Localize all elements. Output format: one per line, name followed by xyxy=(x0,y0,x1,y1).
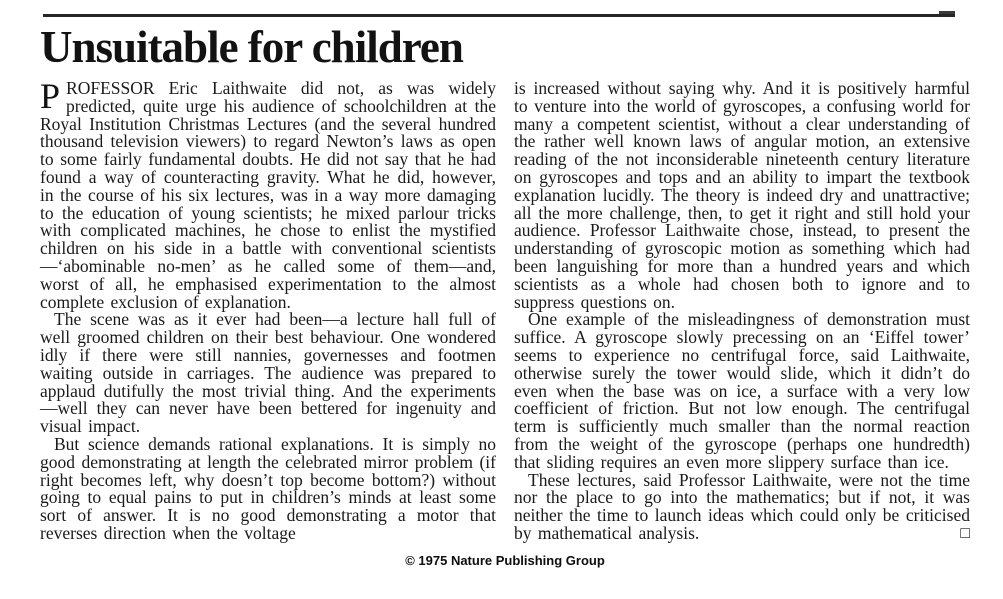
dropcap: P xyxy=(40,76,61,116)
end-of-article-mark: □ xyxy=(960,524,970,542)
paragraph: The scene was as it ever had been—a lecture hall full of well groomed children on their best behaviour. One wondered idly if there were still nannies, governesses and footmen waiting outside in carriages. The audience was prepared to applaud dutifully the most trivial thing. And the experiments—well they can never have been bettered for ingenuity and visual impact. xyxy=(40,309,496,437)
article-body xyxy=(40,76,970,543)
rule-tick xyxy=(939,11,955,14)
paragraph xyxy=(514,469,970,543)
top-rule xyxy=(43,14,955,17)
paragraph: is increased without saying why. And it is positively harmful to venture into the world of gyroscopes, a confusing world for many a competent scientist, without a clear understanding of the rather well known laws of angular motion, an extensive reading of the not inconsiderable nineteenth century literature on gyroscopes and tops and an ability to impart the textbook explanation lucidly. The theory is indeed dry and unattractive; all the more challenge, then, to get it right and still hold your audience. Professor Laithwaite chose, instead, to present the understanding of gyroscopic motion as something which had been languishing for more than a hundred years and which scientists as a whole had chosen both to ignore and to suppress questions on. xyxy=(514,78,970,312)
copyright-footer: © 1975 Nature Publishing Group xyxy=(405,552,605,568)
column-left xyxy=(40,76,496,543)
column-right xyxy=(514,80,970,543)
paragraph-text: ROFESSOR Eric Laithwaite did not, as was widely predicted, quite urge his audience of schoolchildren at the Royal Institution Christmas Lectures (and the several hundred thousand television viewers) to regard Newton’s laws as open to some fairly fundamental doubts. He did not say that he had found a way of counteracting gravity. What he did, however, in the course of his six lectures, was in a way more damaging to the education of young scientists; he mixed parlour tricks with complicated machines, he chose to enlist the mystified children on his side in a battle with conventional scientists—‘abominable no-men’ as he called some of them—and, worst of all, he emphasised experimentation to the almost complete exclusion of explanation. xyxy=(40,78,496,312)
paragraph: But science demands rational explanations. It is simply no good demonstrating at length the celebrated mirror problem (if right becomes left, why doesn’t top become bottom?) without going to equal pains to put in children’s minds at least some sort of answer. It is no good demonstrating a motor that reverses direction when the voltage xyxy=(40,433,496,543)
paragraph-text: These lectures, said Professor Laithwaite, were not the time nor the place to go into the mathematics; but if not, it was neither the time to launch ideas which could only be criticised by mathematical analysis. xyxy=(514,469,970,543)
article-title: Unsuitable for children xyxy=(40,22,463,72)
paragraph xyxy=(40,76,496,312)
paragraph: One example of the misleadingness of demonstration must suffice. A gyroscope slowly precessing on an ‘Eiffel tower’ seems to experience no centrifugal force, said Laithwaite, otherwise surely the tower would slide, which it didn’t do even when the base was on ice, a surface with a very low coefficient of friction. But not low enough. The centrifugal term is sufficiently much smaller than the normal reaction from the weight of the gyroscope (perhaps one hundredth) that sliding requires an even more slippery surface than ice. xyxy=(514,309,970,472)
